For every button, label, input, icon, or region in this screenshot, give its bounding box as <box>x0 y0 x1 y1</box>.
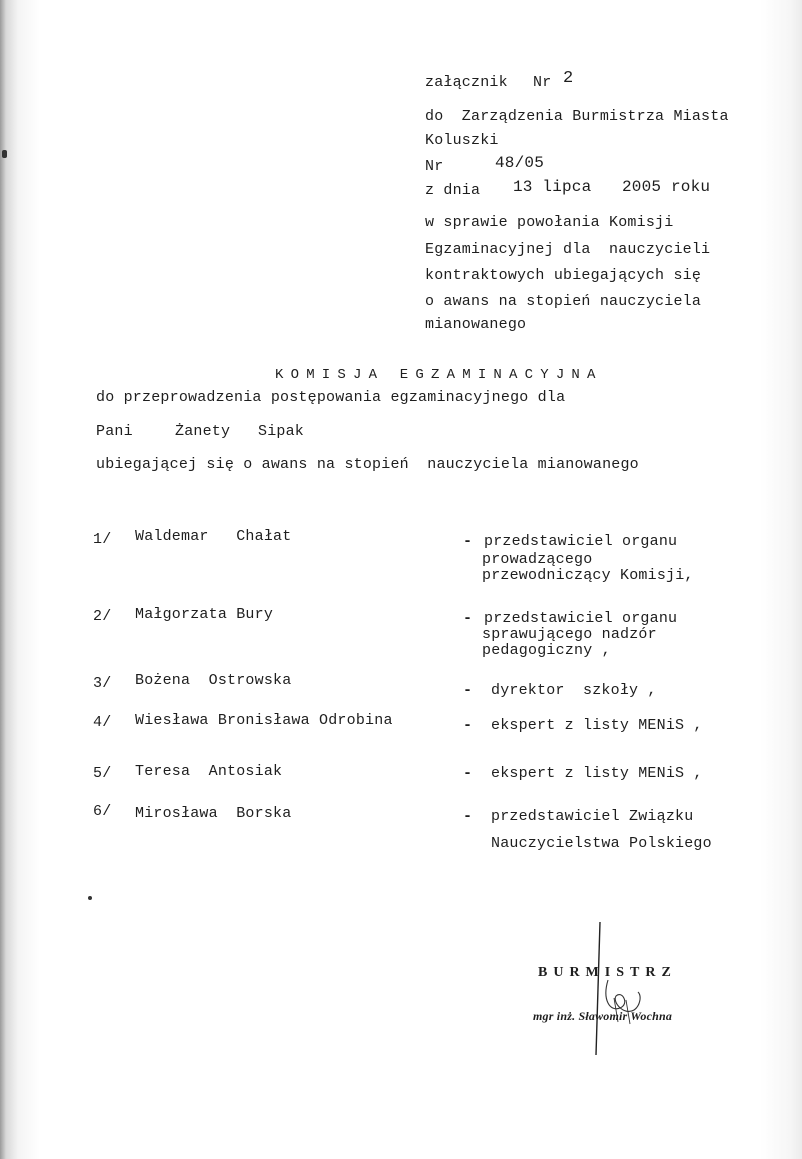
member-name: Waldemar Chałat <box>135 528 292 545</box>
member-name: Mirosława Borska <box>135 805 292 822</box>
member-role-line: przedstawiciel organu <box>484 533 678 550</box>
subject-line: w sprawie powołania Komisji <box>425 214 674 231</box>
member-number: 4/ <box>93 714 112 731</box>
annex-label: załącznik <box>425 74 508 91</box>
member-role-line: ekspert z listy MENiS , <box>491 765 703 782</box>
member-role-line: przedstawiciel Związku <box>491 808 694 825</box>
scan-speck <box>2 150 7 158</box>
member-role-line: dyrektor szkoły , <box>491 682 657 699</box>
candidate-last-name: Sipak <box>258 423 305 440</box>
member-role-line: prowadzącego <box>482 551 593 568</box>
member-role-line: sprawującego nadzór <box>482 626 657 643</box>
member-role-line: przedstawiciel organu <box>484 610 678 627</box>
signature-title: BURMISTRZ <box>538 965 677 980</box>
intro-line: ubiegającej się o awans na stopień nauczyciela mianowanego <box>96 456 639 473</box>
member-name: Wiesława Bronisława Odrobina <box>135 712 393 729</box>
date-prefix: z dnia <box>425 182 481 199</box>
document-title: KOMISJA EGZAMINACYJNA <box>275 367 603 383</box>
annex-nr-label: Nr <box>533 74 552 91</box>
order-reference-line1: do Zarządzenia Burmistrza Miasta <box>425 108 729 125</box>
date-year: 2005 roku <box>622 178 711 196</box>
candidate-prefix: Pani <box>96 423 133 440</box>
intro-line: do przeprowadzenia postępowania egzaminacyjnego dla <box>96 389 566 406</box>
role-dash: - <box>463 717 473 734</box>
signature-name: mgr inż. Sławomir Wochna <box>533 1009 673 1023</box>
member-role-line: przewodniczący Komisji, <box>482 567 694 584</box>
subject-line: Egzaminacyjnej dla nauczycieli <box>425 241 711 258</box>
member-number: 2/ <box>93 608 112 625</box>
member-role-line: pedagogiczny , <box>482 642 611 659</box>
order-reference-line2: Koluszki <box>425 132 499 149</box>
role-dash: - <box>463 765 473 782</box>
order-nr-label: Nr <box>425 158 444 175</box>
member-number: 5/ <box>93 765 112 782</box>
subject-line: o awans na stopień nauczyciela <box>425 293 702 310</box>
role-dash: - <box>463 808 473 825</box>
handwritten-signature-icon <box>580 920 670 1060</box>
role-dash: - <box>463 533 473 550</box>
member-name: Teresa Antosiak <box>135 763 283 780</box>
member-number: 1/ <box>93 531 112 548</box>
subject-line: kontraktowych ubiegających się <box>425 267 702 284</box>
member-number: 6/ <box>93 803 112 820</box>
member-role-line: Nauczycielstwa Polskiego <box>491 835 712 852</box>
member-name: Bożena Ostrowska <box>135 672 292 689</box>
role-dash: - <box>463 682 473 699</box>
member-role-line: ekspert z listy MENiS , <box>491 717 703 734</box>
member-name: Małgorzata Bury <box>135 606 274 623</box>
subject-line: mianowanego <box>425 316 527 333</box>
role-dash: - <box>463 610 473 627</box>
date-day-month: 13 lipca <box>513 178 592 196</box>
member-number: 3/ <box>93 675 112 692</box>
order-number: 48/05 <box>495 154 545 172</box>
candidate-first-name: Żanety <box>175 423 231 440</box>
scan-speck <box>88 896 92 900</box>
annex-number: 2 <box>563 69 574 88</box>
